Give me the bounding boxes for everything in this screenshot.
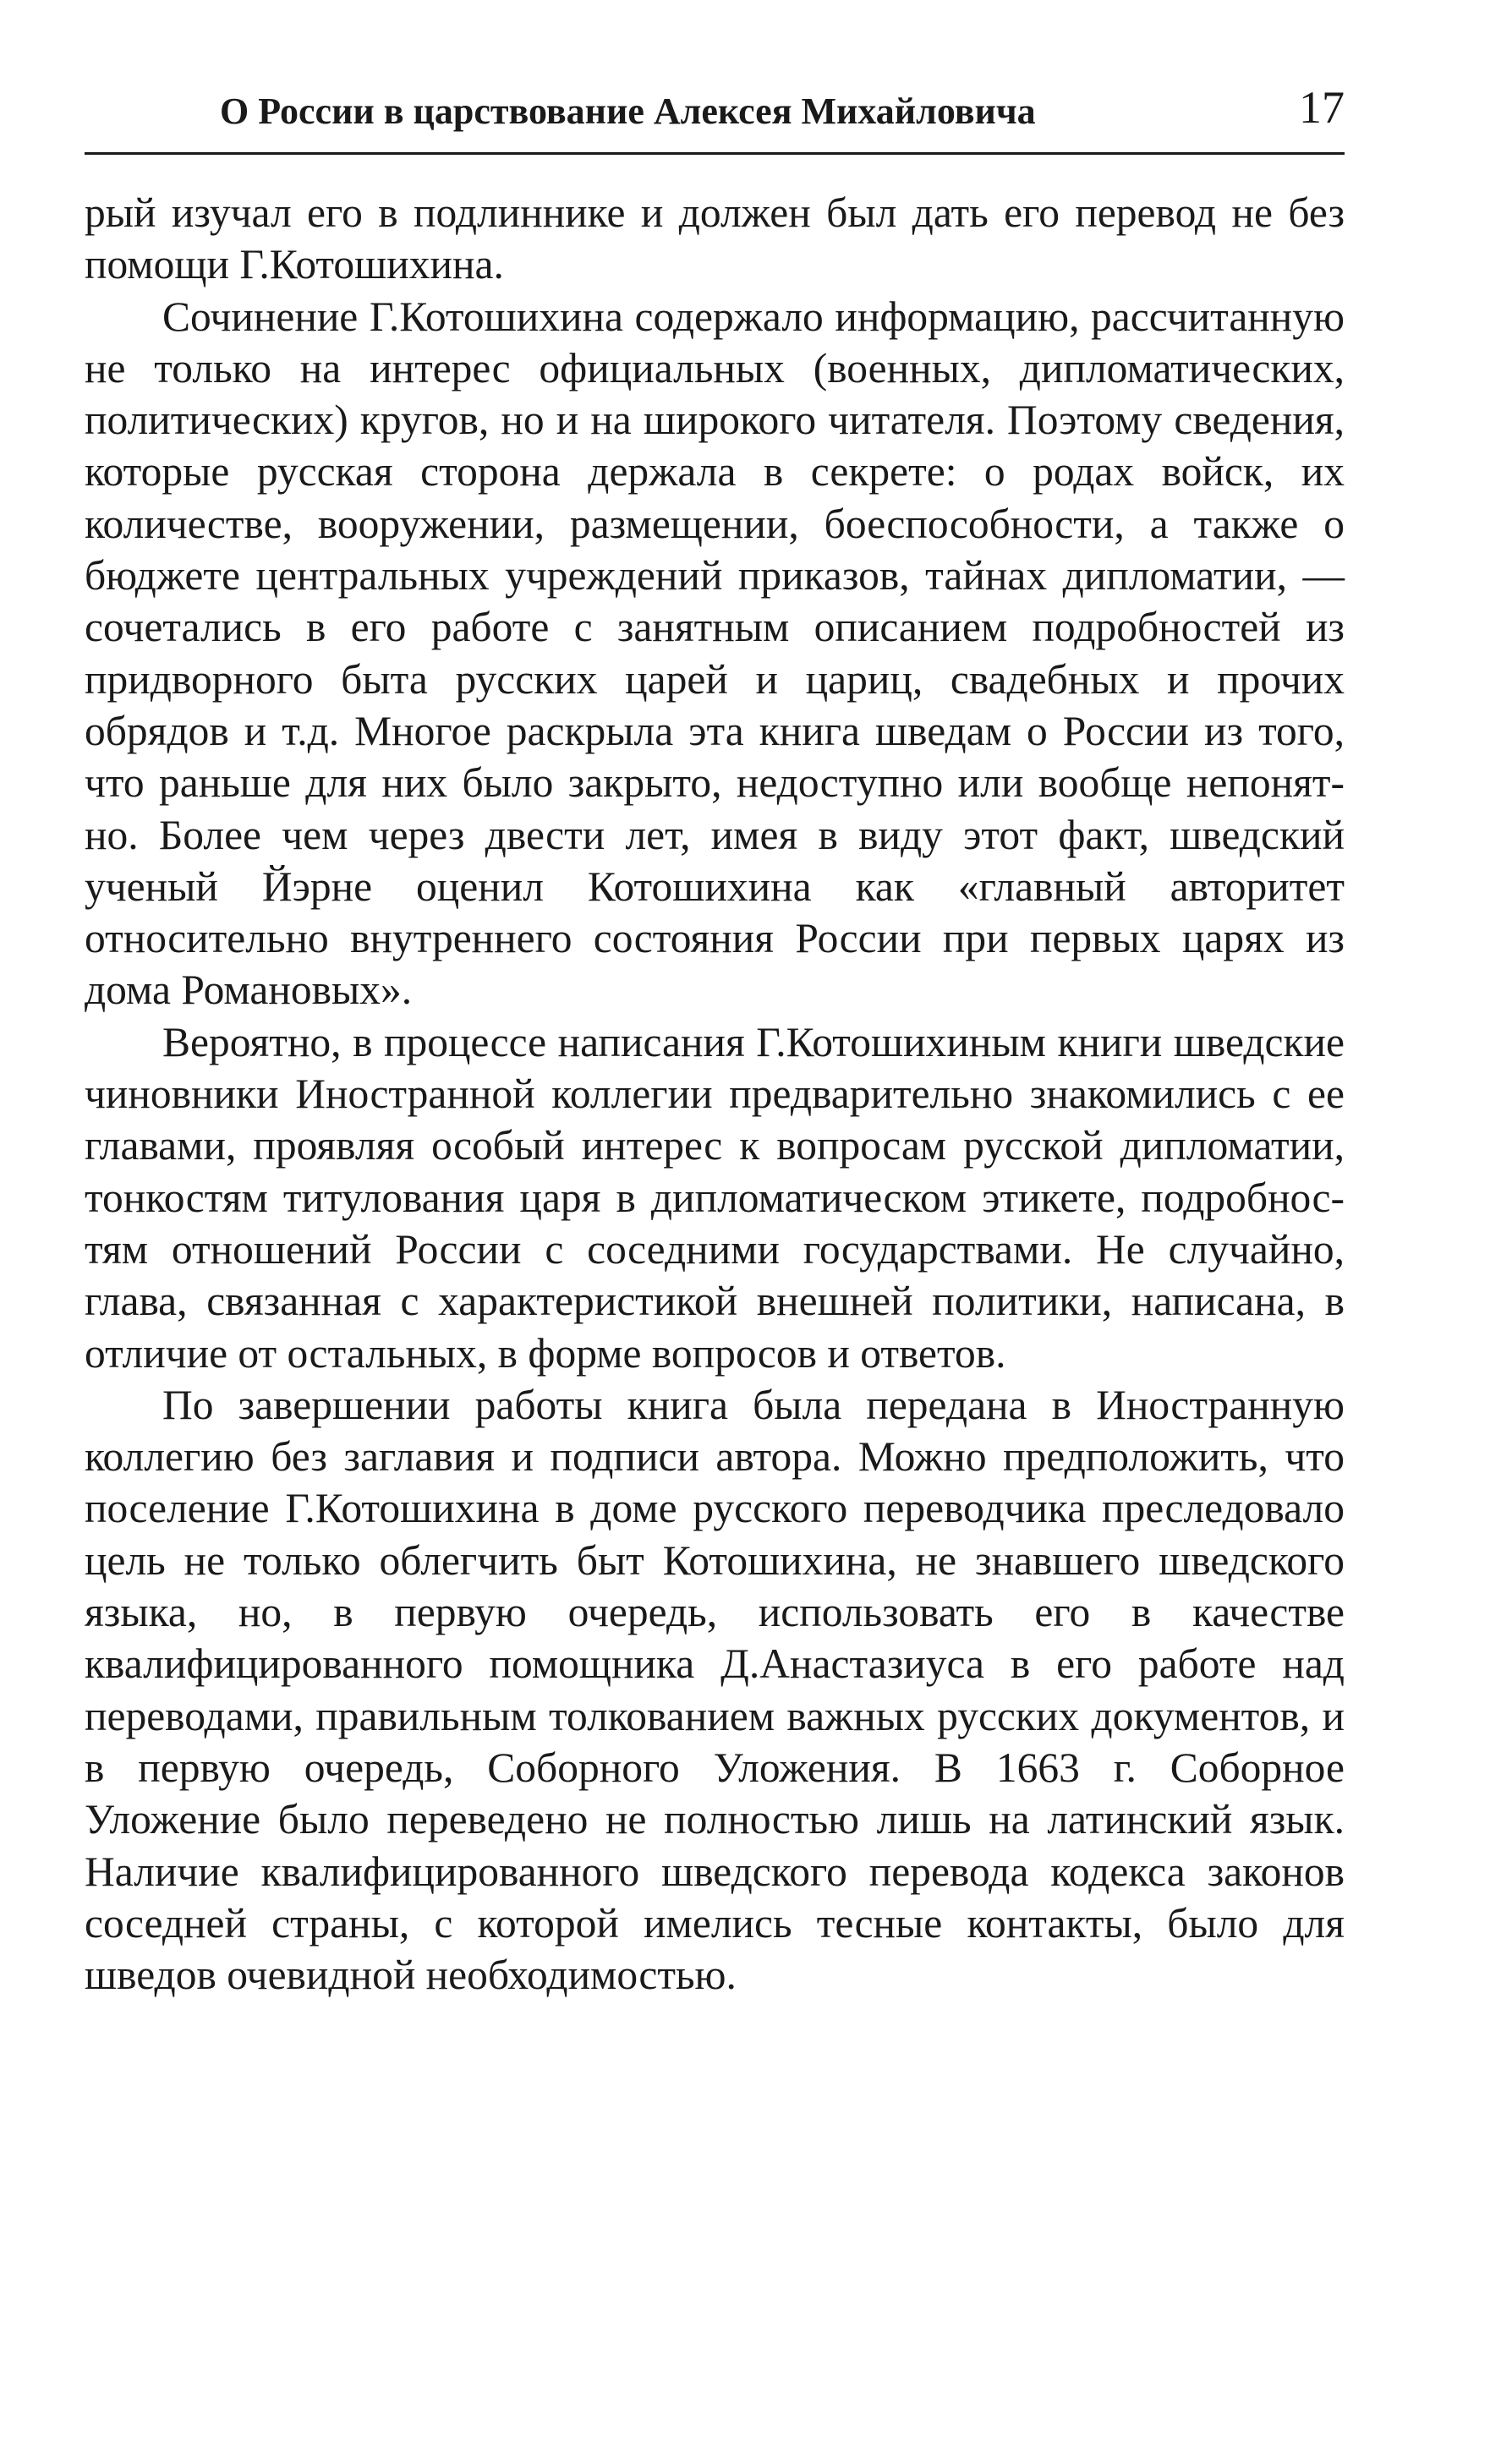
paragraph: По завершении работы книга была передана в Иностранную коллегию без заглавия и подписи автора. Можно предположить, что поселение Г.Котошихина в доме русского переводчика преследовало цель не только облегчить быт Котошихина, не знавшего шведского языка, но, в первую очередь, использовать его в качестве квалифицированного помощника Д.Анастазиуса в его работе над переводами, правильным толкованием важных русских документов, и в первую очередь, Соборного Уложения. В 1663 г. Соборное Уложение было переведено не полностью лишь на латинский язык. Наличие квалифицированного шведского перевода кодекса законов соседней страны, с которой имелись тесные контакты, было для шведов очевидной необходимостью. [85, 1381, 1345, 1999]
paragraph: Вероятно, в процессе написания Г.Котошихиным книги шведские чиновники Иностранной коллегии предварительно знакомились с ее главами, проявляя особый интерес к вопросам русской дипломатии, тонкостям титулования царя в дипломатическом этикете, подробностям отношений России с соседними государствами. Не случайно, глава, связанная с характеристикой внешней политики, написана, в отличие от остальных, в форме вопросов и ответов. [85, 1018, 1345, 1377]
page-number: 17 [1299, 82, 1345, 133]
book-page [85, 76, 1345, 2001]
running-header [85, 76, 1345, 155]
body-text [85, 187, 1345, 2001]
paragraph-continued: рый изучал его в подлиннике и должен был дать его перевод не без помощи Г.Котошихина. [85, 189, 1345, 288]
paragraph: Сочинение Г.Котошихина содержало информацию, рассчитанную не только на интерес официальных (военных, дипломатических, политических) кругов, но и на широкого читателя. Поэтому сведения, которые русская сторона держала в секрете: о родах войск, их количестве, вооружении, размещении, боеспособности, а также о бюджете центральных учреждений приказов, тайнах дипломатии, — сочетались в его работе с занятным описанием подробностей из придворного быта русских царей и цариц, свадебных и прочих обрядов и т.д. Многое раскрыла эта книга шведам о России из того, что раньше для них было закрыто, недоступно или вообще непонятно. Более чем через двести лет, имея в виду этот факт, шведский ученый Йэрне оценил Котошихина как «главный авторитет относительно внутреннего состояния России при первых царях из дома Романовых». [85, 293, 1345, 1014]
running-title: О России в царствование Алексея Михайловича [220, 90, 1036, 132]
